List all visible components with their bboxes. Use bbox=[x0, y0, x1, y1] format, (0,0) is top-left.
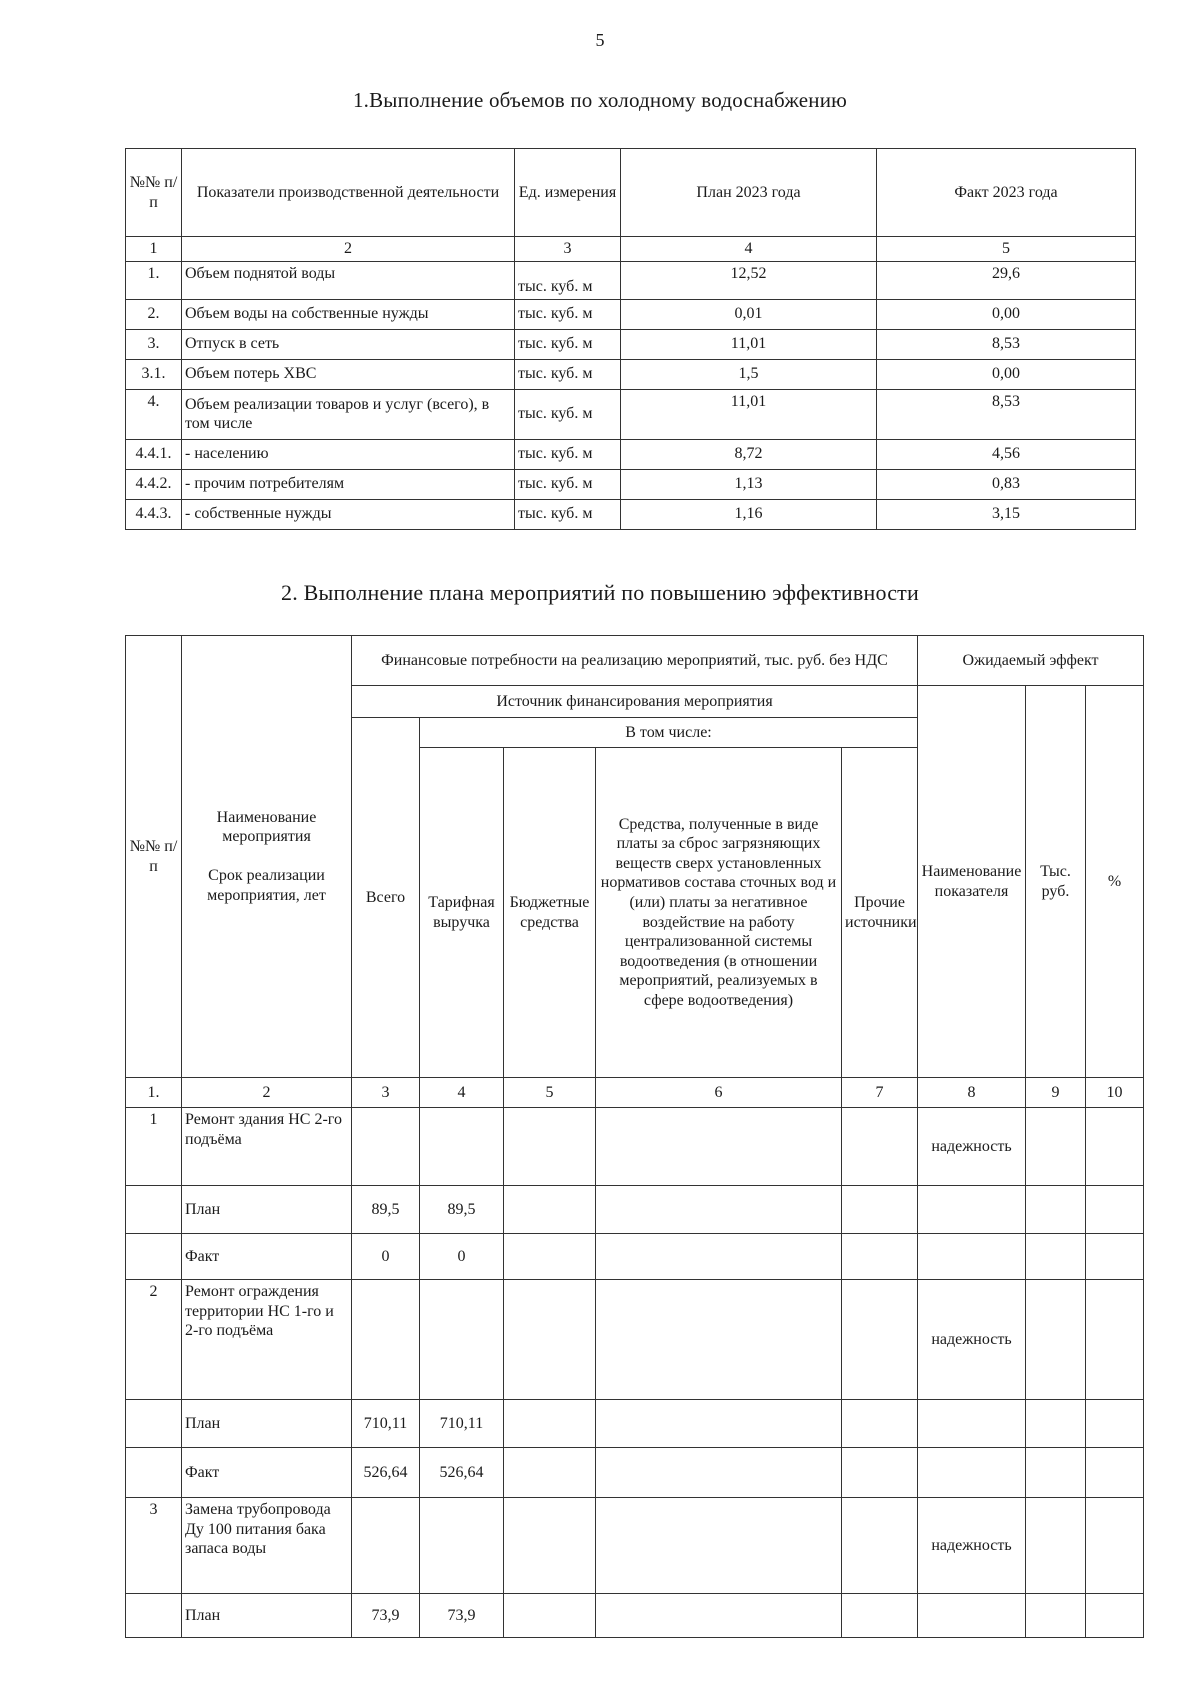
activity-name: Ремонт здания НС 2-го подъёма bbox=[182, 1108, 352, 1186]
row-unit: тыс. куб. м bbox=[515, 261, 621, 299]
row-name: - населению bbox=[182, 439, 515, 469]
row-fact: 8,53 bbox=[877, 329, 1136, 359]
section2-title: 2. Выполнение плана мероприятий по повышению эффективности bbox=[281, 580, 919, 605]
col-number: 10 bbox=[1086, 1078, 1144, 1108]
row-unit: тыс. куб. м bbox=[515, 469, 621, 499]
table-row bbox=[126, 261, 1136, 299]
header-activity-name: Наименование мероприятия Срок реализации мероприятия, лет bbox=[182, 636, 352, 1078]
header-fact: Факт 2023 года bbox=[877, 149, 1136, 237]
col-number: 3 bbox=[352, 1078, 420, 1108]
row-num: 3.1. bbox=[126, 359, 182, 389]
activity-num: 2 bbox=[126, 1280, 182, 1400]
column-number-row bbox=[126, 237, 1136, 262]
header-budget-funds: Бюджетные средства bbox=[504, 748, 596, 1078]
cold-water-volumes-table bbox=[125, 148, 1136, 530]
activity-indicator: надежность bbox=[918, 1498, 1026, 1594]
col-number: 1 bbox=[126, 237, 182, 262]
table-row bbox=[126, 359, 1136, 389]
row-num: 4. bbox=[126, 389, 182, 439]
fact-total: 0 bbox=[352, 1234, 420, 1280]
fact-tariff: 526,64 bbox=[420, 1448, 504, 1498]
row-num: 4.4.1. bbox=[126, 439, 182, 469]
row-unit: тыс. куб. м bbox=[515, 439, 621, 469]
row-name: Объем воды на собственные нужды bbox=[182, 299, 515, 329]
activity-name: Ремонт ограждения территории НС 1-го и 2-го подъёма bbox=[182, 1280, 352, 1400]
row-num: 2. bbox=[126, 299, 182, 329]
fact-label: Факт bbox=[182, 1234, 352, 1280]
plan-row bbox=[126, 1594, 1144, 1638]
fact-row bbox=[126, 1234, 1144, 1280]
header-total: Всего bbox=[352, 718, 420, 1078]
row-name: Объем поднятой воды bbox=[182, 261, 515, 299]
activity-row bbox=[126, 1280, 1144, 1400]
activity-row bbox=[126, 1108, 1144, 1186]
plan-total: 89,5 bbox=[352, 1186, 420, 1234]
row-plan: 8,72 bbox=[621, 439, 877, 469]
table-row bbox=[126, 469, 1136, 499]
header-num: №№ п/п bbox=[126, 149, 182, 237]
table-row bbox=[126, 389, 1136, 439]
plan-row bbox=[126, 1400, 1144, 1448]
fact-total: 526,64 bbox=[352, 1448, 420, 1498]
plan-total: 710,11 bbox=[352, 1400, 420, 1448]
col-number: 5 bbox=[877, 237, 1136, 262]
header-expected-effect: Ожидаемый эффект bbox=[918, 636, 1144, 686]
plan-label: План bbox=[182, 1186, 352, 1234]
plan-tariff: 89,5 bbox=[420, 1186, 504, 1234]
header-num: №№ п/п bbox=[126, 636, 182, 1078]
table-row bbox=[126, 439, 1136, 469]
table-row bbox=[126, 329, 1136, 359]
plan-label: План bbox=[182, 1400, 352, 1448]
row-name: Объем потерь ХВС bbox=[182, 359, 515, 389]
activity-num: 1 bbox=[126, 1108, 182, 1186]
header-indicator-name: Наименование показателя bbox=[918, 686, 1026, 1078]
page-number: 5 bbox=[595, 30, 605, 50]
row-name: - собственные нужды bbox=[182, 499, 515, 529]
row-num: 3. bbox=[126, 329, 182, 359]
row-name: Отпуск в сеть bbox=[182, 329, 515, 359]
row-fact: 3,15 bbox=[877, 499, 1136, 529]
row-num: 4.4.3. bbox=[126, 499, 182, 529]
plan-tariff: 73,9 bbox=[420, 1594, 504, 1638]
header-plan: План 2023 года bbox=[621, 149, 877, 237]
activity-name: Замена трубопровода Ду 100 питания бака запаса воды bbox=[182, 1498, 352, 1594]
header-unit: Ед. измерения bbox=[515, 149, 621, 237]
row-plan: 11,01 bbox=[621, 389, 877, 439]
activity-indicator: надежность bbox=[918, 1108, 1026, 1186]
header-thousand-rub: Тыс. руб. bbox=[1026, 686, 1086, 1078]
row-plan: 0,01 bbox=[621, 299, 877, 329]
row-plan: 11,01 bbox=[621, 329, 877, 359]
col-number: 2 bbox=[182, 237, 515, 262]
activity-indicator: надежность bbox=[918, 1280, 1026, 1400]
col-number: 1. bbox=[126, 1078, 182, 1108]
header-tariff-revenue: Тарифная выручка bbox=[420, 748, 504, 1078]
header-financial-needs: Финансовые потребности на реализацию мероприятий, тыс. руб. без НДС bbox=[352, 636, 918, 686]
header-pollution-fees: Средства, полученные в виде платы за сброс загрязняющих веществ сверх установленных нормативов состава сточных вод и (или) платы за негативное воздействие на работу централизованной системы водоотведения (в отношении мероприятий, реализуемых в сфере водоотведения) bbox=[596, 748, 842, 1078]
row-unit: тыс. куб. м bbox=[515, 389, 621, 439]
fact-tariff: 0 bbox=[420, 1234, 504, 1280]
plan-total: 73,9 bbox=[352, 1594, 420, 1638]
fact-row bbox=[126, 1448, 1144, 1498]
col-number: 4 bbox=[621, 237, 877, 262]
row-unit: тыс. куб. м bbox=[515, 499, 621, 529]
activity-num: 3 bbox=[126, 1498, 182, 1594]
col-number: 8 bbox=[918, 1078, 1026, 1108]
section1-title: 1.Выполнение объемов по холодному водоснабжению bbox=[352, 88, 848, 112]
col-number: 3 bbox=[515, 237, 621, 262]
row-unit: тыс. куб. м bbox=[515, 329, 621, 359]
row-num: 1. bbox=[126, 261, 182, 299]
fact-label: Факт bbox=[182, 1448, 352, 1498]
plan-row bbox=[126, 1186, 1144, 1234]
row-fact: 8,53 bbox=[877, 389, 1136, 439]
table-row bbox=[126, 299, 1136, 329]
col-number: 7 bbox=[842, 1078, 918, 1108]
row-unit: тыс. куб. м bbox=[515, 359, 621, 389]
row-fact: 0,83 bbox=[877, 469, 1136, 499]
row-fact: 4,56 bbox=[877, 439, 1136, 469]
header-indicator: Показатели производственной деятельности bbox=[182, 149, 515, 237]
row-plan: 12,52 bbox=[621, 261, 877, 299]
plan-tariff: 710,11 bbox=[420, 1400, 504, 1448]
header-including: В том числе: bbox=[420, 718, 918, 748]
table-row bbox=[126, 499, 1136, 529]
col-number: 5 bbox=[504, 1078, 596, 1108]
col-number: 4 bbox=[420, 1078, 504, 1108]
row-fact: 0,00 bbox=[877, 299, 1136, 329]
column-number-row bbox=[126, 1078, 1144, 1108]
col-number: 6 bbox=[596, 1078, 842, 1108]
row-fact: 29,6 bbox=[877, 261, 1136, 299]
header-funding-source: Источник финансирования мероприятия bbox=[352, 686, 918, 718]
col-number: 9 bbox=[1026, 1078, 1086, 1108]
row-name: Объем реализации товаров и услуг (всего), в том числе bbox=[182, 389, 515, 439]
row-plan: 1,5 bbox=[621, 359, 877, 389]
row-num: 4.4.2. bbox=[126, 469, 182, 499]
row-plan: 1,13 bbox=[621, 469, 877, 499]
col-number: 2 bbox=[182, 1078, 352, 1108]
row-plan: 1,16 bbox=[621, 499, 877, 529]
efficiency-measures-table bbox=[125, 635, 1144, 1638]
activity-row bbox=[126, 1498, 1144, 1594]
header-other-sources: Прочие источники bbox=[842, 748, 918, 1078]
row-name: - прочим потребителям bbox=[182, 469, 515, 499]
row-unit: тыс. куб. м bbox=[515, 299, 621, 329]
plan-label: План bbox=[182, 1594, 352, 1638]
header-percent: % bbox=[1086, 686, 1144, 1078]
row-fact: 0,00 bbox=[877, 359, 1136, 389]
